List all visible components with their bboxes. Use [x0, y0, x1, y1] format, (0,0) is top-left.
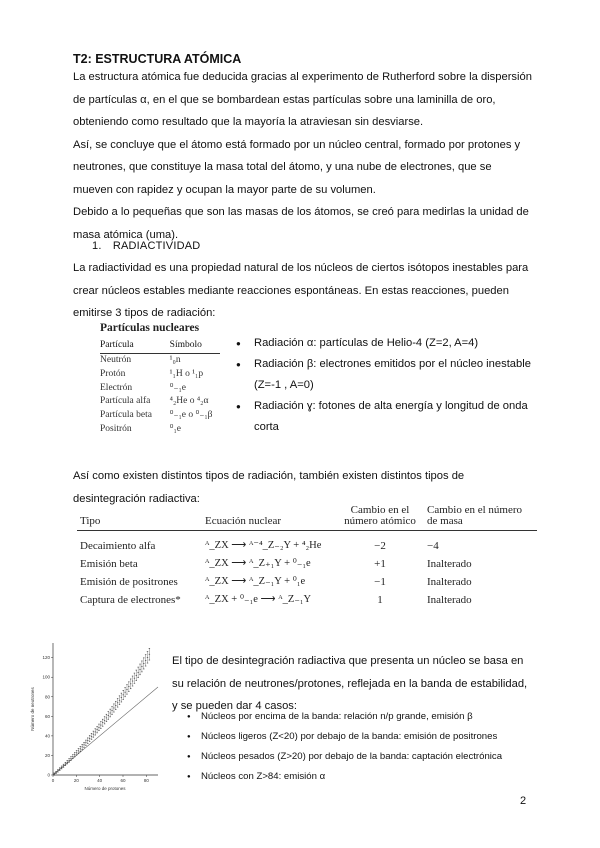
- table-row: [100, 395, 220, 409]
- list-item: ● Núcleos ligeros (Z<20) por debajo de la banda: emisión de positrones: [187, 727, 547, 747]
- list-item: ● Núcleos por encima de la banda: relación n/p grande, emisión β: [187, 707, 547, 727]
- y-tick-label: 20: [44, 752, 50, 758]
- mass-number-change: Inalterado: [427, 576, 472, 588]
- x-tick-label: 60: [120, 778, 126, 783]
- header-type: Tipo: [80, 515, 101, 527]
- list-item: ● Radiación α: partículas de Helio-4 (Z=2, A=4): [236, 333, 536, 354]
- decay-intro-paragraph: Así como existen distintos tipos de radiación, también existen distintos tipos de desintegración radiactiva:: [73, 470, 465, 505]
- table-row: [77, 555, 537, 573]
- header-atomic-change: Cambio en el número atómico: [344, 504, 416, 527]
- x-axis-label: Número de protones: [84, 786, 126, 791]
- y-tick-label: 40: [44, 733, 50, 739]
- intro-paragraph-3: Debido a lo pequeñas que son las masas de los átomos, se creó para medirlas la unidad de masa atómica (uma).: [73, 206, 529, 241]
- header-equation: Ecuación nuclear: [205, 515, 282, 527]
- particles-table-header: [100, 340, 220, 354]
- table-row: [100, 368, 220, 382]
- header-particle: Partícula: [100, 340, 134, 350]
- y-axis-label: Número de neutrones: [30, 687, 35, 731]
- particles-table-title: Partículas nucleares: [100, 322, 200, 334]
- particle-name: Partícula beta: [100, 410, 152, 421]
- y-tick-label: 80: [44, 694, 50, 700]
- decay-type: Decaimiento alfa: [80, 540, 156, 552]
- x-tick-label: 0: [51, 778, 55, 783]
- radioactivity-paragraph: La radiactividad es una propiedad natural de los núcleos de ciertos isótopos inestables para crear núcleos estables mediante reacciones espontáneas. En estas reacciones, pueden emitirse 3 tipos de radiación:: [73, 262, 529, 319]
- reference-line: [53, 687, 158, 775]
- mass-number-change: Inalterado: [427, 594, 472, 606]
- decay-type: Captura de electrones*: [80, 594, 181, 606]
- x-tick-label: 20: [73, 778, 79, 783]
- header-symbol: Símbolo: [169, 340, 202, 350]
- y-tick-label: 100: [42, 674, 50, 680]
- particle-name: Neutrón: [100, 355, 132, 365]
- particle-name: Partícula alfa: [100, 396, 151, 407]
- table-row: [77, 573, 537, 591]
- list-item: ● Núcleos pesados (Z>20) por debajo de la banda: captación electrónica: [187, 747, 547, 767]
- header-mass-change: Cambio en el número de masa: [427, 504, 523, 527]
- section-number: 1.: [92, 240, 102, 252]
- section-heading: [92, 240, 200, 252]
- decay-equation: ᴬ_ZX ⟶ ᴬ_Z₊₁Y + ⁰₋₁e: [205, 558, 311, 569]
- list-item: ● Núcleos con Z>84: emisión α: [187, 767, 547, 787]
- decay-type: Emisión beta: [80, 558, 138, 570]
- particle-name: Positrón: [100, 423, 132, 434]
- particles-table: [100, 322, 220, 437]
- intro-paragraph-2: Así, se concluye que el átomo está formado por un núcleo central, formado por protones y neutrones, que constituye la masa total del átomo, y una nube de electrones, que se mueven con rapidez y ocupan la mayor parte de su volumen.: [73, 138, 521, 196]
- list-item: ● Radiación ɣ: fotones de alta energía y longitud de onda corta: [236, 396, 536, 438]
- decay-equation: ᴬ_ZX + ⁰₋₁e ⟶ ᴬ_Z₋₁Y: [205, 594, 312, 605]
- decay-table-header: [77, 500, 537, 531]
- x-tick-label: 80: [143, 778, 149, 783]
- decay-equation: ᴬ_ZX ⟶ ᴬ_Z₋₁Y + ⁰₁e: [205, 576, 306, 587]
- atomic-number-change: −1: [374, 576, 386, 588]
- table-row: [77, 537, 537, 555]
- table-row: [77, 591, 537, 609]
- particle-symbol: ⁰₁e: [169, 423, 182, 434]
- particle-name: Electrón: [100, 382, 133, 393]
- cases-list: [187, 707, 547, 787]
- stability-band-chart: [28, 633, 163, 793]
- radiation-list: [236, 333, 536, 438]
- decay-type: Emisión de positrones: [80, 576, 178, 588]
- page-number: 2: [520, 795, 527, 807]
- page-title: T2: ESTRUCTURA ATÓMICA: [73, 52, 242, 66]
- y-tick-label: 120: [42, 655, 50, 661]
- particle-symbol: ¹₀n: [169, 355, 181, 365]
- stability-paragraph: El tipo de desintegración radiactiva que presenta un núcleo se basa en su relación de neutrones/protones, reflejada en la banda de estabilidad, y se pueden dar 4 casos:: [172, 655, 528, 712]
- x-tick-label: 40: [97, 778, 103, 783]
- table-row: [100, 354, 220, 368]
- atomic-number-change: −2: [374, 540, 386, 552]
- mass-number-change: −4: [427, 540, 439, 552]
- table-row: [100, 409, 220, 423]
- list-item: ● Radiación β: electrones emitidos por el núcleo inestable (Z=-1 , A=0): [236, 354, 536, 396]
- y-tick-label: 60: [44, 713, 50, 719]
- mass-number-change: Inalterado: [427, 558, 472, 570]
- atomic-number-change: 1: [377, 594, 383, 606]
- table-row: [100, 382, 220, 396]
- decay-equation: ᴬ_ZX ⟶ ᴬ⁻⁴_Z₋₂Y + ⁴₂He: [205, 540, 322, 551]
- intro-paragraph-1: La estructura atómica fue deducida gracias al experimento de Rutherford sobre la dispersión de partículas α, en el que se bombardean estas partículas sobre una laminilla de oro, obteniendo como resultado que la mayoría la atraviesan sin desviarse.: [73, 71, 532, 128]
- particle-symbol: ⁴₂He o ⁴₂α: [169, 396, 209, 407]
- atomic-number-change: +1: [374, 558, 386, 570]
- section-title: RADIACTIVIDAD: [112, 240, 201, 252]
- particle-symbol: ⁰₋₁e o ⁰₋₁β: [169, 410, 213, 421]
- y-tick-label: 0: [47, 772, 50, 778]
- table-row: [100, 423, 220, 437]
- particle-name: Protón: [100, 368, 126, 379]
- particle-symbol: ¹₁H o ¹₁p: [169, 368, 204, 379]
- intro-block: [73, 66, 533, 246]
- particle-symbol: ⁰₋₁e: [169, 382, 187, 393]
